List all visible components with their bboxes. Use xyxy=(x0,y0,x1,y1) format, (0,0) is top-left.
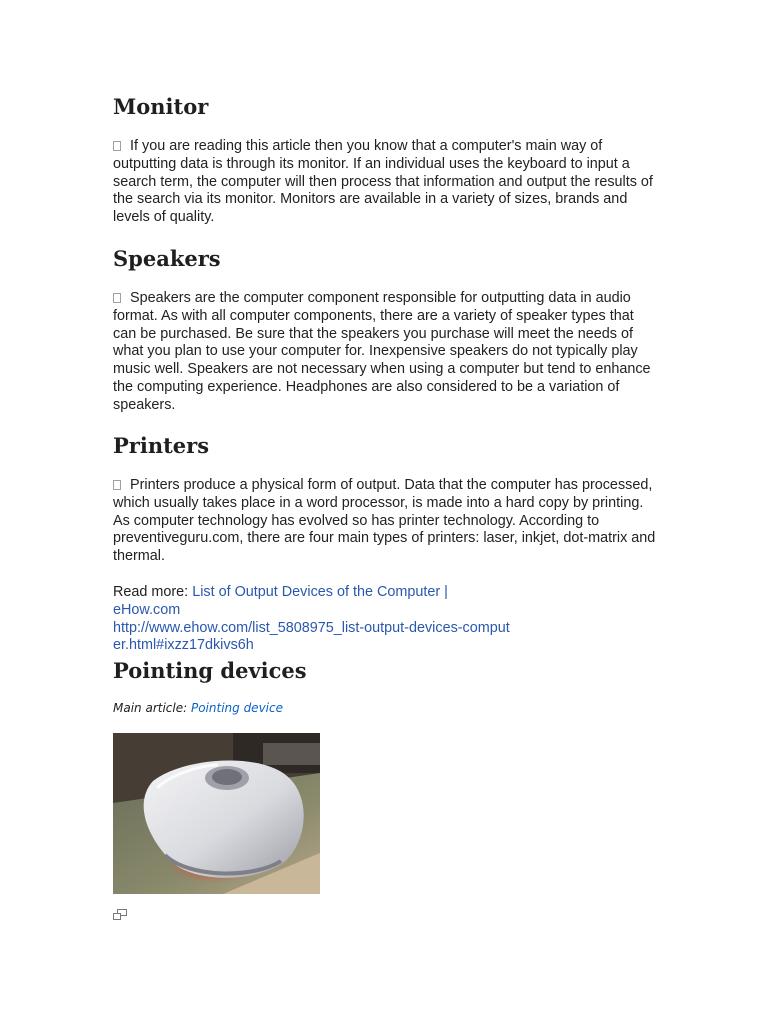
computer-mouse-photo xyxy=(113,733,320,894)
paragraph-speakers-text: Speakers are the computer component responsible for outputting data in audio format. As with all computer components, there are a variety of speaker types that can be purchased. Be sure that the speakers you purchase will meet the needs of what you plan to use your computer for. Inexpensive speakers do not typically play music well. Speakers are not necessary when using a computer but tend to enhance the computing experience. Headphones are also considered to be a variation of speakers. xyxy=(113,290,651,413)
heading-pointing-devices: Pointing devices xyxy=(113,658,307,683)
heading-monitor: Monitor xyxy=(113,94,209,119)
heading-printers: Printers xyxy=(113,433,210,458)
paragraph-printers xyxy=(113,477,658,566)
main-article-label: Main article: xyxy=(113,701,191,715)
read-more-prefix: Read more: xyxy=(113,584,193,600)
bullet-box-icon xyxy=(113,141,121,151)
main-article-link[interactable]: Pointing device xyxy=(190,701,283,715)
heading-speakers: Speakers xyxy=(113,246,221,271)
paragraph-monitor xyxy=(113,138,658,227)
paragraph-speakers xyxy=(113,290,658,415)
main-article-note xyxy=(113,701,283,715)
mouse-photo-drawing xyxy=(113,733,320,894)
read-more-url[interactable]: http://www.ehow.com/list_5808975_list-output-devices-computer.html#ixzz17dkivs6h xyxy=(113,619,510,654)
read-more-link[interactable]: List of Output Devices of the Computer | eHow.com xyxy=(113,584,448,618)
enlarge-icon[interactable] xyxy=(113,909,127,920)
paragraph-monitor-text: If you are reading this article then you know that a computer's main way of outputting data is through its monitor. If an individual uses the keyboard to input a search term, the computer will then process that information and output the results of the search via its monitor. Monitors are available in a variety of sizes, brands and levels of quality. xyxy=(113,138,653,226)
bullet-box-icon xyxy=(113,293,121,303)
paragraph-printers-text: Printers produce a physical form of output. Data that the computer has processed, which usually takes place in a word processor, is made into a hard copy by printing. As computer technology has evolved so has printer technology. According to preventiveguru.com, there are four main types of printers: laser, inkjet, dot-matrix and thermal. xyxy=(113,477,656,565)
read-more xyxy=(113,584,513,655)
bullet-box-icon xyxy=(113,480,121,490)
